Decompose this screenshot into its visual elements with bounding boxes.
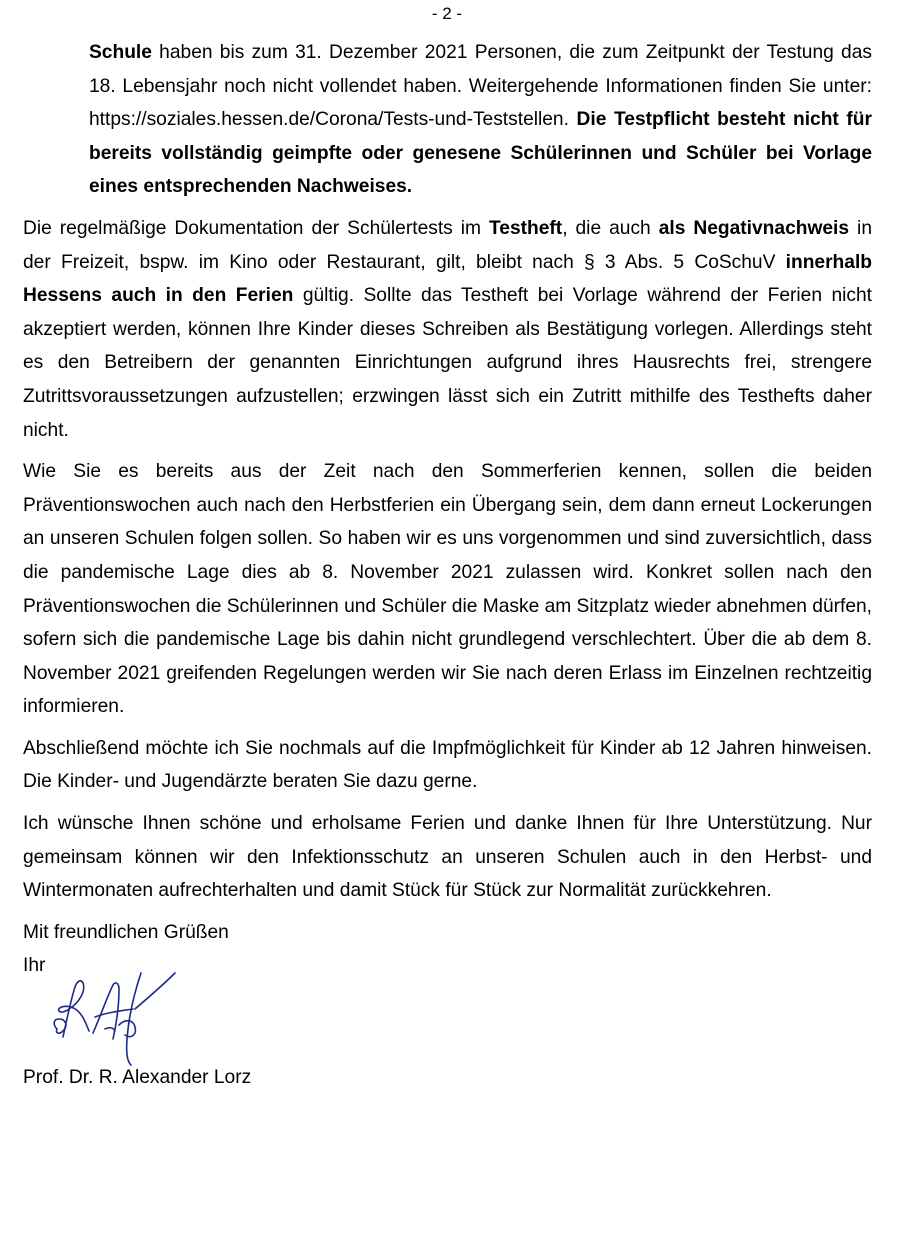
- testheft-text-2: , die auch: [562, 217, 659, 239]
- testheft-paragraph: [23, 212, 872, 447]
- testheft-bold-2: als Negativnachweis: [658, 217, 850, 239]
- testheft-text-1: Die regelmäßige Dokumentation der Schülertests im: [23, 217, 489, 239]
- closing-greeting: Mit freundlichen Grüßen: [23, 921, 229, 943]
- page-number: - 2 -: [431, 4, 463, 23]
- continuation-lead-bold: Schule: [89, 42, 152, 63]
- signer-name: Prof. Dr. R. Alexander Lorz: [23, 1067, 252, 1089]
- handwritten-signature: [49, 969, 184, 1069]
- testheft-bold-1: Testheft: [488, 217, 563, 239]
- wuensche-paragraph: Ich wünsche Ihnen schöne und erholsame Ferien und danke Ihnen für Ihre Unterstützung. Nur gemeinsam können wir den Infektionsschutz an unseren Schulen auch in den Herbst- und Wintermonaten aufrechterhalten und damit Stück für Stück zur Normalität zurückkehren.: [23, 813, 872, 902]
- testheft-text-4: gültig. Sollte das Testheft bei Vorlage während der Ferien nicht akzeptiert werden, können Ihre Kinder dieses Schreiben als Bestätigung vorlegen. Allerdings steht es den Betreibern der genannten Einrichtungen aufgrund ihres Hausrechts frei, strengere Zutrittsvoraussetzungen aufzustellen; erzwingen lässt sich ein Zutritt mithilfe des Testhefts daher nicht.: [23, 285, 872, 441]
- closing-ihr: Ihr: [23, 955, 46, 977]
- signature-area: [23, 983, 323, 1061]
- testheft-text-3: in der Freizeit, bspw. im Kino oder Restaurant, gilt, bleibt nach § 3 Abs. 5 CoSchuV: [23, 217, 872, 273]
- continuation-paragraph: [89, 36, 872, 204]
- testpflicht-exemption-bold: Die Testpflicht besteht nicht für bereits vollständig geimpfte oder genesene Schülerinnen und Schüler bei Vorlage eines entsprechenden Nachweises.: [89, 109, 872, 198]
- closing-block: [23, 916, 872, 1095]
- letter-body: [23, 36, 872, 1095]
- testheft-bold-3: innerhalb Hessens auch in den Ferien: [23, 251, 872, 307]
- impfung-paragraph: Abschließend möchte ich Sie nochmals auf die Impfmöglichkeit für Kinder ab 12 Jahren hinweisen. Die Kinder- und Jugendärzte beraten Sie dazu gerne.: [23, 737, 872, 793]
- praeventionswochen-paragraph: Wie Sie es bereits aus der Zeit nach den Sommerferien kennen, sollen die beiden Präventionswochen auch nach den Herbstferien ein Übergang sein, dem dann erneut Lockerungen an unseren Schulen folgen sollen. So haben wir es uns vorgenommen und sind zuversichtlich, dass die pandemische Lage dies ab 8. November 2021 zulassen wird. Konkret sollen nach den Präventionswochen die Schülerinnen und Schüler die Maske am Sitzplatz wieder abnehmen dürfen, sofern sich die pandemische Lage bis dahin nicht grundlegend verschlechtert. Über die ab dem 8. November 2021 greifenden Regelungen werden wir Sie nach deren Erlass im Einzelnen rechtzeitig informieren.: [23, 461, 873, 718]
- continuation-text: haben bis zum 31. Dezember 2021 Personen, die zum Zeitpunkt der Testung das 18. Lebensjahr noch nicht vollendet haben. Weitergehende Informationen finden Sie unter: https://soziales.hessen.de/Corona/Tests-und-Teststellen.: [89, 42, 872, 131]
